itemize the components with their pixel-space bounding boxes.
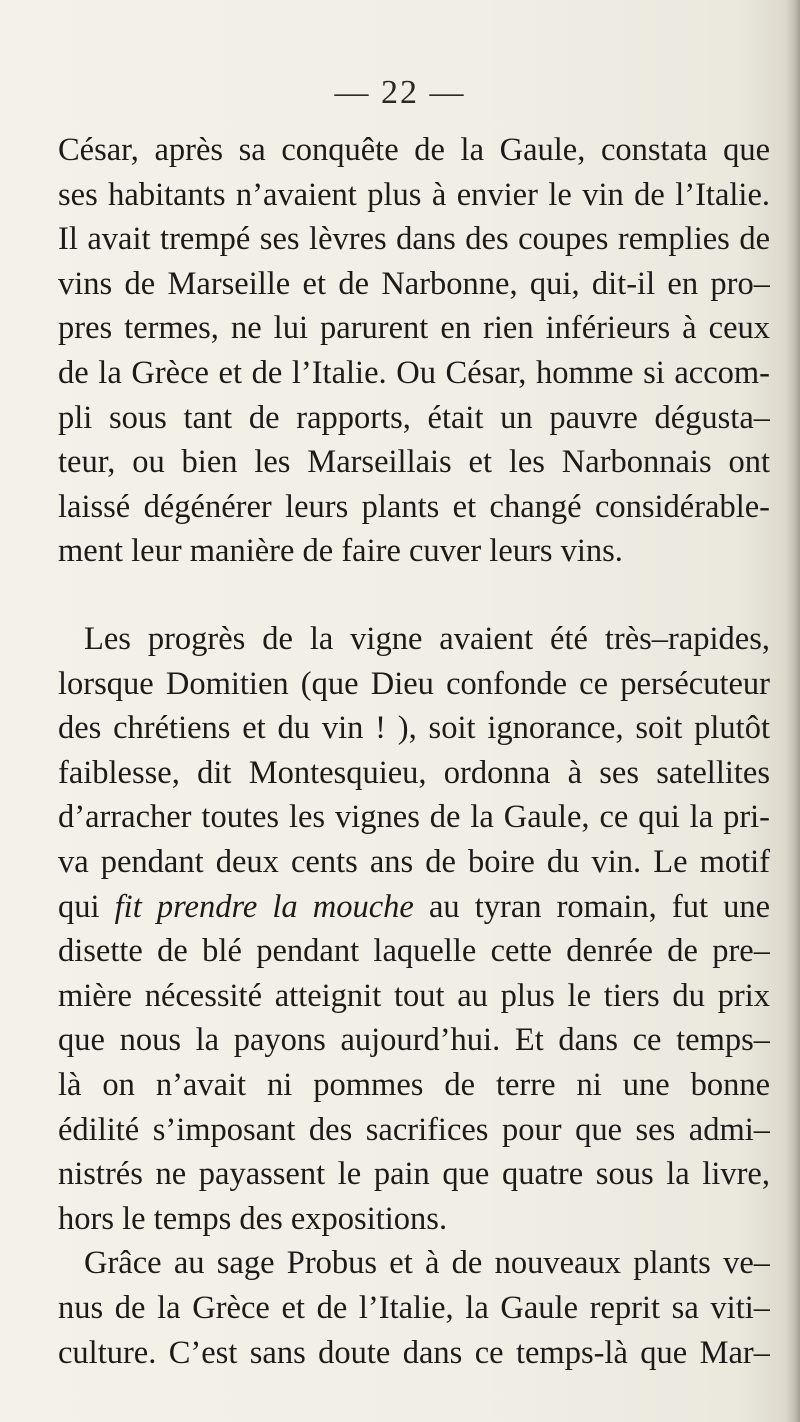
text-line: des chrétiens et du vin ! ), soit ignorance, soit plutôt — [58, 710, 770, 747]
text-line: d’arracher toutes les vignes de la Gaule, ce qui la pri- — [58, 799, 770, 836]
text-line-italic-phrase — [58, 885, 770, 930]
text-line: nus de la Grèce et de l’Italie, la Gaule reprit sa viti– — [58, 1289, 770, 1326]
text-line: là on n’avait ni pommes de terre ni une bonne — [58, 1066, 770, 1103]
text-line: vins de Marseille et de Narbonne, qui, dit-il en pro– — [58, 265, 770, 302]
text-line: ses habitants n’avaient plus à envier le vin de l’Italie. — [58, 176, 770, 213]
text-line: disette de blé pendant laquelle cette denrée de pre– — [58, 933, 770, 970]
text-line: laissé dégénérer leurs plants et changé considérable- — [58, 488, 770, 525]
text-line: va pendant deux cents ans de boire du vin. Le motif — [58, 843, 770, 880]
text-line: édilité s’imposant des sacrifices pour que ses admi– — [58, 1111, 770, 1148]
text-line: de la Grèce et de l’Italie. Ou César, homme si accom- — [58, 354, 770, 391]
text-line: Il avait trempé ses lèvres dans des coupes remplies de — [58, 221, 770, 258]
text-run: qui — [58, 888, 115, 925]
text-line: faiblesse, dit Montesquieu, ordonna à ses satellites — [58, 754, 770, 791]
text-line: César, après sa conquête de la Gaule, constata que — [58, 132, 770, 168]
text-line: que nous la payons aujourd’hui. Et dans ce temps– — [58, 1022, 770, 1059]
text-line: Les progrès de la vigne avaient été très–rapides, — [84, 621, 770, 657]
italic-phrase: fit prendre la mouche — [114, 888, 414, 925]
text-line: teur, ou bien les Marseillais et les Narbonnais ont — [58, 444, 770, 481]
text-line: culture. C’est sans doute dans ce temps-là que Mar– — [58, 1334, 770, 1371]
page-edge-shadow — [786, 0, 800, 1422]
text-line: nistrés ne payassent le pain que quatre sous la livre, — [58, 1156, 770, 1193]
page-number: — 22 — — [334, 74, 466, 111]
text-line: mière nécessité atteignit tout au plus le tiers du prix — [58, 977, 770, 1014]
paragraph-1 — [58, 128, 770, 574]
text-line: ment leur manière de faire cuver leurs vins. — [58, 533, 623, 570]
text-line: lorsque Domitien (que Dieu confonde ce persécuteur — [58, 665, 770, 702]
text-line: pres termes, ne lui parurent en rien inférieurs à ceux — [58, 310, 770, 347]
text-line: hors le temps des expositions. — [58, 1200, 448, 1237]
text-line: pli sous tant de rapports, était un pauvre dégusta– — [58, 399, 770, 436]
paragraph-2 — [58, 617, 770, 1375]
text-line: Grâce au sage Probus et à de nouveaux plants ve– — [84, 1245, 770, 1282]
text-run: au tyran romain, fut une — [413, 888, 770, 925]
